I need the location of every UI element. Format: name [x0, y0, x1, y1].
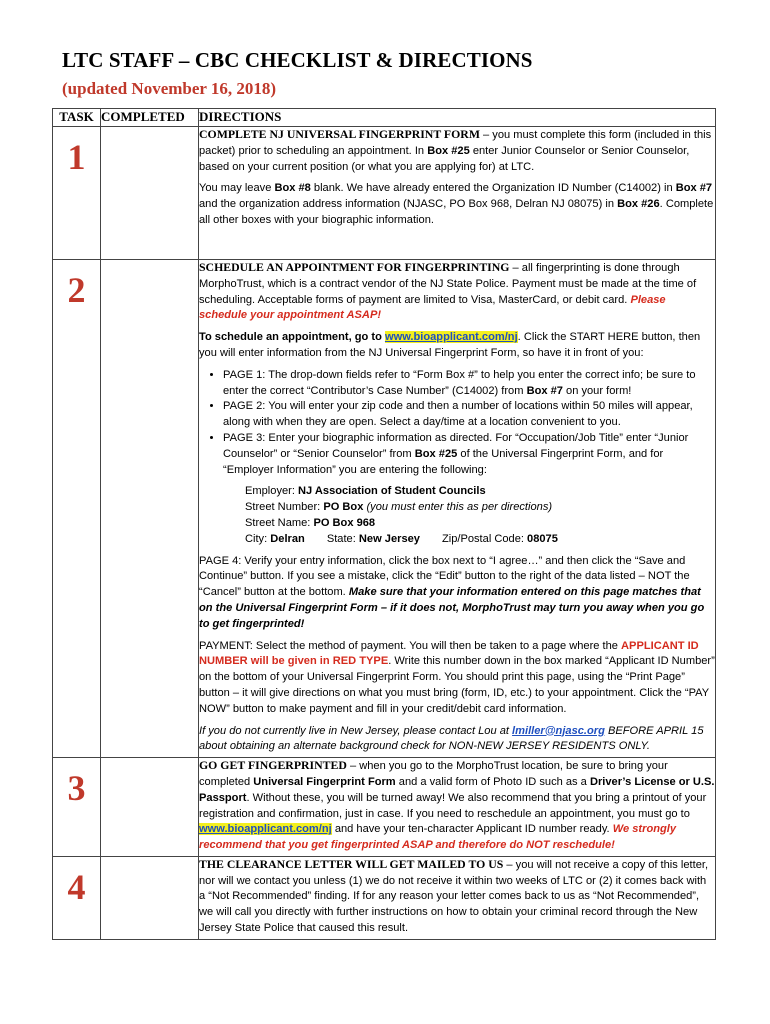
task-number: 2 — [67, 270, 86, 310]
completed-checkbox-cell[interactable] — [101, 260, 199, 758]
employer-info-block: Employer: NJ Association of Student Councils Street Number: PO Box (you must enter this as per directions) Street Name: PO Box 968 City: Delran State: New Jersey Zip/Postal Code: 08075 — [245, 485, 558, 545]
task-paragraph: THE CLEARANCE LETTER WILL GET MAILED TO US – you will not receive a copy of this letter, nor will we contact you unless (1) we do not receive it within two weeks of LTC or (2) it comes back with a “Not Recommended” finding. If for any reason your letter comes back to us as “Not Recommended”, we will call you directly with further instructions on how to obtain your criminal record through the New Jersey State Police that caused this result. — [199, 856, 709, 935]
page-title: LTC STAFF – CBC CHECKLIST & DIRECTIONS — [62, 48, 533, 72]
directions-cell — [199, 260, 716, 758]
task-number-cell — [53, 127, 101, 260]
bioapplicant-link[interactable]: www.bioapplicant.com/nj — [199, 823, 332, 836]
task-number-cell — [53, 260, 101, 758]
task-paragraph: COMPLETE NJ UNIVERSAL FINGERPRINT FORM – you must complete this form (included in this packet) prior to scheduling an appointment. In Box #25 enter Junior Counselor or Senior Counselor, based on your current position (or what you are applying for) at LTC. — [199, 127, 712, 173]
completed-checkbox-cell[interactable] — [101, 856, 199, 939]
task-number: 3 — [67, 768, 86, 809]
task-number-cell — [53, 856, 101, 939]
task-paragraph: You may leave Box #8 blank. We have already entered the Organization ID Number (C14002) in Box #7 and the organization address information (NJASC, PO Box 968, Delran NJ 08075) in Box #26. Complete all other boxes with your biographic information. — [199, 182, 714, 226]
list-item: • PAGE 1: The drop-down fields refer to “Form Box #” to help you enter the correct info; be sure to enter the correct “Contributor’s Case Number” (C14002) from Box #7 on your form! — [223, 368, 715, 400]
task-row-2 — [53, 260, 716, 758]
checklist-table — [52, 108, 716, 940]
directions-cell — [199, 127, 716, 260]
task-number: 4 — [67, 866, 86, 907]
page-steps-list — [199, 368, 715, 479]
column-header-directions: DIRECTIONS — [199, 109, 716, 127]
task-paragraph: SCHEDULE AN APPOINTMENT FOR FINGERPRINTING – all fingerprinting is done through MorphoTrust, which is a contract vendor of the NJ State Police. Payment must be made at the time of scheduling. Acceptable forms of payment are limited to Visa, MasterCard, or debit card. Please schedule your appointment ASAP! — [199, 260, 697, 322]
completed-checkbox-cell[interactable] — [101, 758, 199, 857]
task-paragraph: PAGE 4: Verify your entry information, click the box next to “I agree…” and then click the “Save and Continue” button. If you see a mistake, click the “Edit” button to the right of the data listed – NOT the “Cancel” button at the bottom. Make sure that your information entered on this page matches that on the Universal Fingerprint Form – if it does not, MorphoTrust may turn you away when you go to get fingerprinted! — [199, 554, 705, 630]
directions-cell — [199, 856, 716, 939]
task-number: 1 — [67, 137, 86, 177]
task-paragraph: PAYMENT: Select the method of payment. You will then be taken to a page where the APPLICANT ID NUMBER will be given in RED TYPE. Write this number down in the box marked “Applicant ID Number” on the bottom of your Universal Fingerprint Form. You should print this page, using the “Print Page” button – it will give directions on what you must bring (form, ID, etc.) to your appointment. Click the “PAY NOW” button to make payment and fill in your credit/debit card information. — [199, 639, 715, 715]
task-paragraph: GO GET FINGERPRINTED – when you go to the MorphoTrust location, be sure to bring your completed Universal Fingerprint Form and a valid form of Photo ID such as a Driver’s License or U.S. Passport. Without these, you will be turned away! We also recommend that you bring a printout of your registration and confirmation, just in case. If you need to reschedule an appointment, you must go to www.bioapplicant.com/nj and have your ten-character Applicant ID number ready. We strongly recommend that you get fingerprinted ASAP and therefore do NOT reschedule! — [199, 758, 715, 852]
task-paragraph: To schedule an appointment, go to www.bioapplicant.com/nj. Click the START HERE button, then you will enter information from the NJ Universal Fingerprint Form, so have it in front of you: — [199, 331, 701, 359]
list-item: • PAGE 2: You will enter your zip code and then a number of locations within 50 miles will appear, along with when they are open. Select a day/time at a location convenient to you. — [223, 399, 715, 431]
bioapplicant-link[interactable]: www.bioapplicant.com/nj — [384, 331, 518, 344]
task-row-4 — [53, 856, 716, 939]
email-link[interactable]: lmiller@njasc.org — [512, 724, 605, 737]
task-number-cell — [53, 758, 101, 857]
column-header-completed: COMPLETED — [101, 109, 199, 127]
list-item: • PAGE 3: Enter your biographic information as directed. For “Occupation/Job Title” enter “Junior Counselor” or “Senior Counselor” from Box #25 of the Universal Fingerprint Form, and for “Employer Information” you are entering the following: — [223, 431, 715, 478]
page-subtitle: (updated November 16, 2018) — [62, 79, 277, 98]
column-header-task: TASK — [53, 109, 101, 127]
task-row-3 — [53, 758, 716, 857]
task-row-1 — [53, 127, 716, 260]
directions-cell — [199, 758, 716, 857]
completed-checkbox-cell[interactable] — [101, 127, 199, 260]
task-paragraph: If you do not currently live in New Jersey, please contact Lou at lmiller@njasc.org BEFORE APRIL 15 about obtaining an alternate background check for NON-NEW JERSEY RESIDENTS ONLY. — [199, 724, 704, 753]
table-header-row — [53, 109, 716, 127]
